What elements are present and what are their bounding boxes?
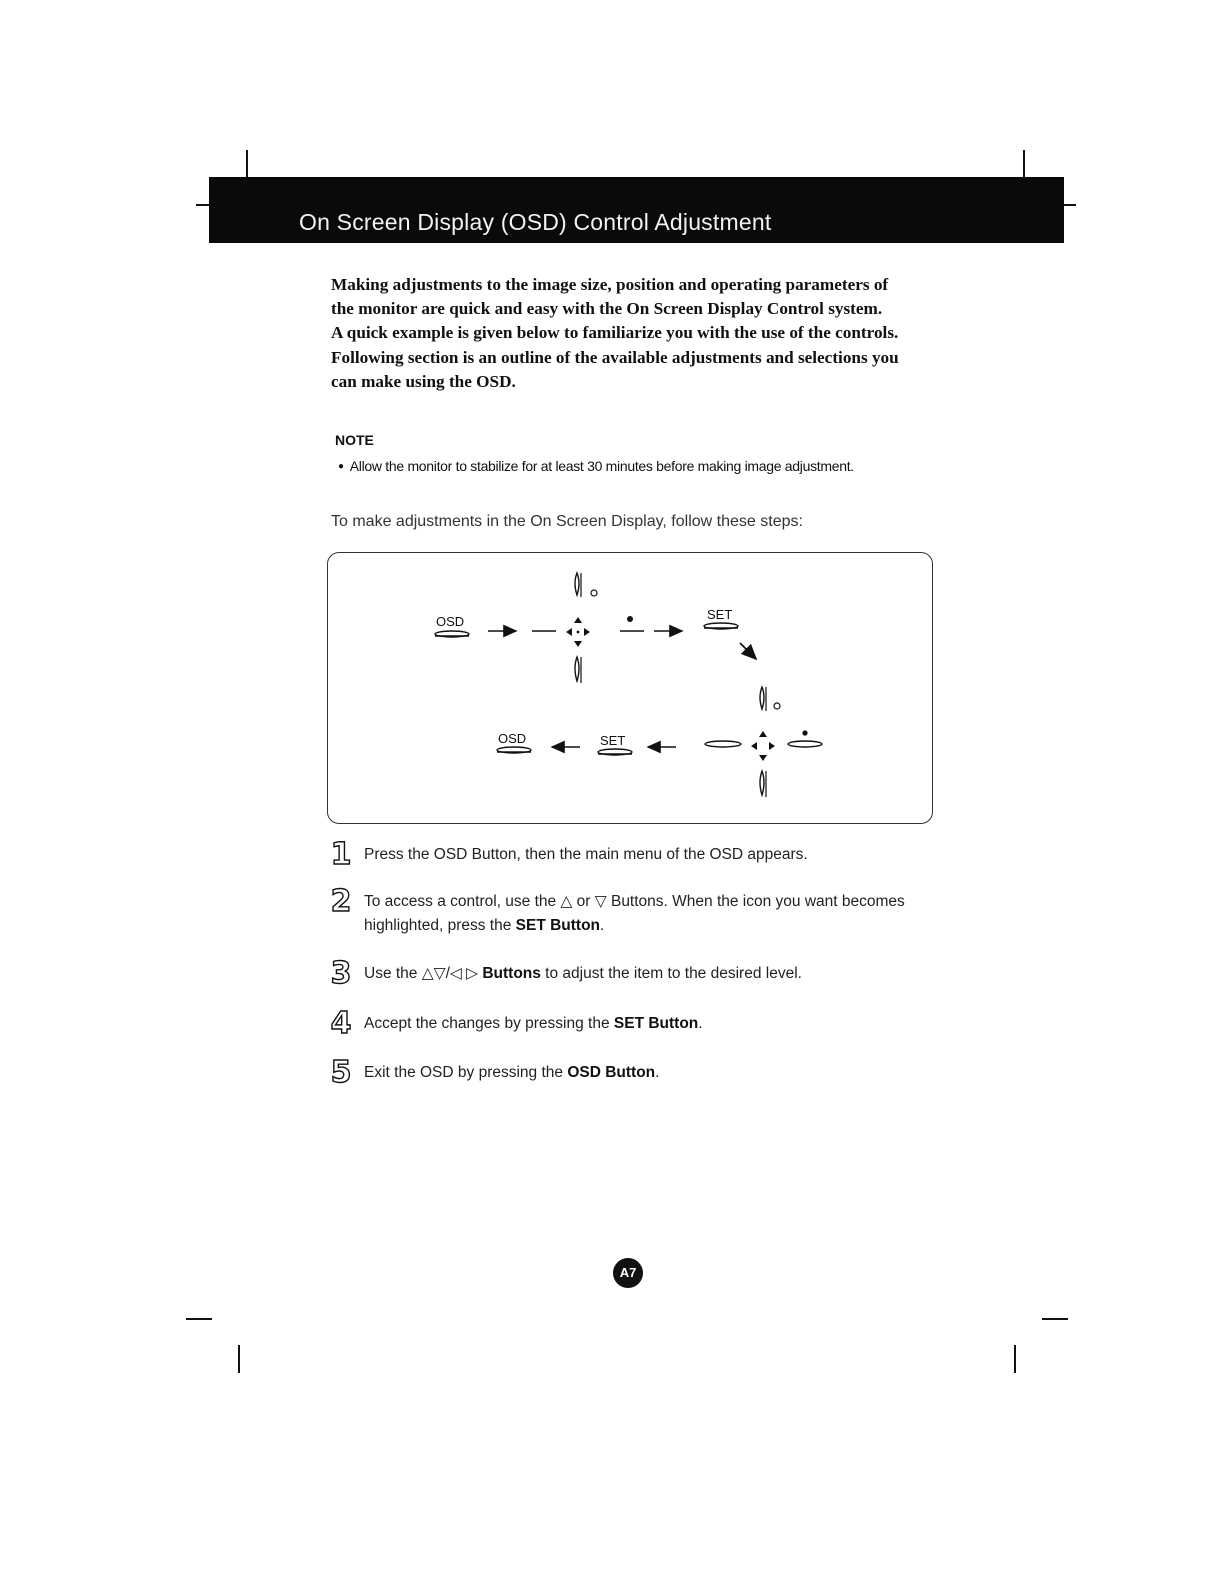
step-text-part: Exit the OSD by pressing the	[364, 1064, 568, 1081]
page-number-badge: A7	[613, 1258, 643, 1288]
step-text-part: Press the OSD Button, then the main menu of the OSD appears.	[364, 846, 808, 863]
intro-line: A quick example is given below to familiarize you with the use of the controls.	[331, 323, 899, 343]
section-header	[209, 177, 1064, 243]
intro-line: the monitor are quick and easy with the On Screen Display Control system.	[331, 299, 883, 319]
flow-arrow-icon	[740, 643, 756, 659]
set-button-label: SET	[600, 733, 626, 748]
step-text-bold: OSD Button	[567, 1064, 656, 1081]
crop-mark	[1014, 1345, 1016, 1373]
vertical-button-icon	[575, 573, 597, 597]
intro-paragraph	[331, 273, 951, 394]
step-text-bold: Buttons	[482, 965, 541, 982]
note-bullet-text: Allow the monitor to stabilize for at least 30 minutes before making image adjustment.	[349, 458, 854, 474]
step-number: 1	[330, 837, 352, 872]
bullet-icon: ●	[338, 461, 344, 472]
crop-mark	[246, 150, 248, 178]
intro-line: Following section is an outline of the available adjustments and selections you	[331, 347, 899, 367]
vertical-button-icon	[760, 687, 780, 711]
step-text-part: Use the △▽/◁ ▷	[364, 965, 483, 982]
horizontal-button-icon	[705, 741, 741, 747]
note-bullet	[338, 458, 854, 474]
osd-button-icon	[497, 747, 531, 753]
step-text-bold: SET Button	[613, 1015, 699, 1032]
step-text	[364, 890, 924, 938]
osd-button-label: OSD	[436, 614, 465, 629]
vertical-button-icon	[575, 657, 581, 683]
step-text-part: Accept the changes by pressing the	[364, 1015, 614, 1032]
crop-mark	[1042, 1318, 1068, 1320]
page-title: On Screen Display (OSD) Control Adjustment	[299, 209, 772, 235]
direction-pad-icon	[751, 731, 775, 761]
intro-line: can make using the OSD.	[331, 371, 516, 391]
crop-mark	[238, 1345, 240, 1373]
step-number: 4	[330, 1006, 352, 1041]
step-text-part: .	[698, 1015, 703, 1032]
crop-mark	[1064, 204, 1076, 206]
step-text	[364, 1061, 924, 1085]
horizontal-button-icon	[620, 616, 644, 631]
osd-button-icon	[435, 631, 469, 637]
step-number: 2	[330, 884, 352, 919]
vertical-button-icon	[760, 771, 766, 797]
step-text	[364, 962, 924, 986]
set-button-icon	[598, 749, 632, 755]
intro-line: Making adjustments to the image size, position and operating parameters of	[331, 275, 889, 294]
step-text	[364, 1012, 924, 1036]
step-number: 5	[330, 1055, 352, 1090]
step-text-bold: SET Button	[515, 917, 601, 934]
horizontal-button-icon	[788, 730, 822, 747]
step-text-part: .	[600, 917, 605, 934]
step-text	[364, 843, 924, 867]
osd-button-label: OSD	[498, 731, 527, 746]
crop-mark	[186, 1318, 212, 1320]
crop-mark	[196, 204, 210, 206]
diagram-canvas	[328, 553, 934, 825]
note-label: NOTE	[335, 432, 374, 448]
step-text-part: To access a control, use the △ or ▽ Buttons. When the icon you want becomes highlighted, press the	[364, 893, 905, 934]
crop-mark	[1023, 150, 1025, 178]
osd-steps-diagram	[327, 552, 933, 824]
direction-pad-icon	[566, 617, 590, 647]
steps-intro: To make adjustments in the On Screen Display, follow these steps:	[331, 513, 803, 530]
step-text-part: .	[655, 1064, 660, 1081]
step-text-part: to adjust the item to the desired level.	[540, 965, 802, 982]
step-number: 3	[330, 956, 352, 991]
set-button-icon	[704, 623, 738, 629]
set-button-label: SET	[707, 607, 733, 622]
